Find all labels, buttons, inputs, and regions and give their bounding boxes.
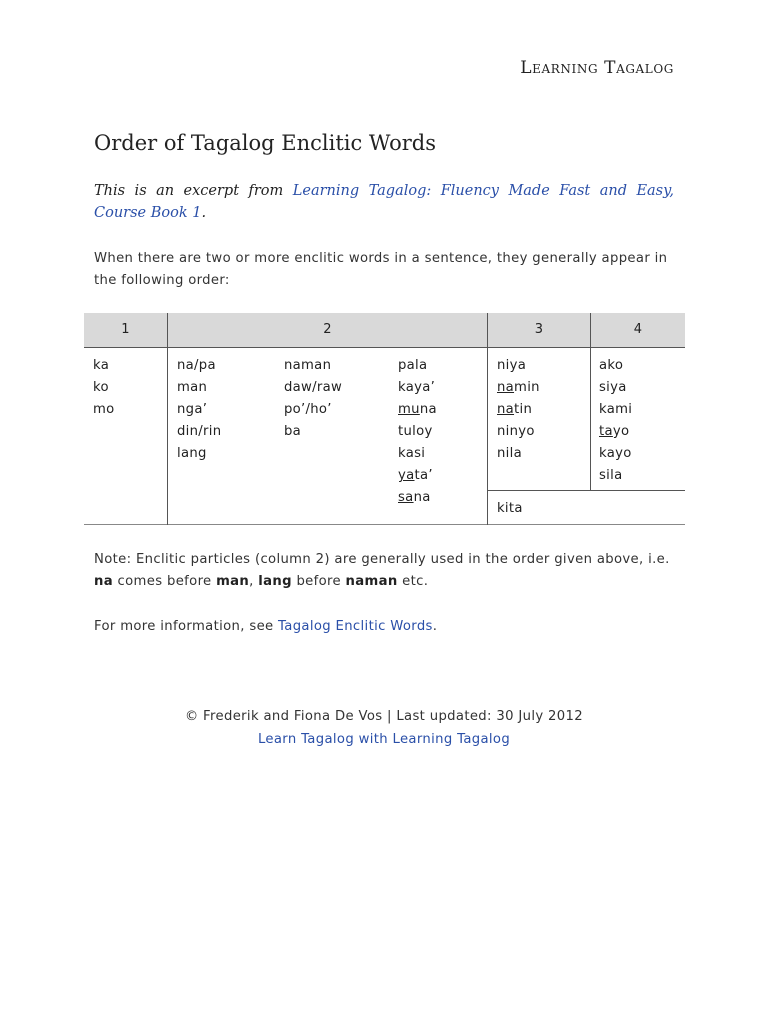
- note-term: naman: [345, 574, 398, 589]
- header-divider: [84, 347, 685, 348]
- list-item: na/pa: [177, 358, 216, 373]
- list-item: tuloy: [398, 424, 433, 439]
- header-col-4: 4: [633, 322, 643, 337]
- note-text: ,: [249, 574, 259, 589]
- column-3-list: [497, 355, 540, 465]
- list-item: tayo: [599, 424, 630, 439]
- list-item: namin: [497, 380, 540, 395]
- list-item: nila: [497, 446, 522, 461]
- more-info-text: For more information, see: [94, 619, 279, 634]
- list-item: kaya’: [398, 380, 436, 395]
- list-item: ako: [599, 358, 624, 373]
- merged-cell-divider: [488, 490, 685, 491]
- list-item: man: [177, 380, 208, 395]
- course-book-link[interactable]: Learning Tagalog: Fluency Made Fast and Easy, Course Book 1: [94, 183, 674, 221]
- column-2c-list: [398, 355, 437, 509]
- note-term: man: [216, 574, 250, 589]
- table-header-row: [84, 313, 685, 347]
- excerpt-note: [94, 180, 674, 224]
- list-item: kami: [599, 402, 633, 417]
- list-item: ba: [284, 424, 302, 439]
- excerpt-end: .: [201, 205, 207, 221]
- col-divider-1: [167, 313, 168, 525]
- more-info-paragraph: [94, 616, 684, 638]
- list-item: yata’: [398, 468, 433, 483]
- column-4-list: [599, 355, 632, 487]
- footer-link[interactable]: Learn Tagalog with Learning Tagalog: [257, 732, 511, 747]
- list-item: natin: [497, 402, 533, 417]
- list-item: ninyo: [497, 424, 535, 439]
- footer: [0, 705, 768, 751]
- stressed-syllable: ya: [398, 468, 415, 483]
- header-col-2: 2: [323, 322, 332, 337]
- table-bottom-border: [84, 524, 685, 525]
- copyright-line: © Frederik and Fiona De Vos | Last updated: 30 July 2012: [184, 709, 584, 724]
- col-divider-2: [487, 313, 488, 525]
- list-item: mo: [93, 402, 115, 417]
- stressed-syllable: na: [497, 380, 515, 395]
- col-divider-3: [590, 313, 591, 491]
- list-item: niya: [497, 358, 527, 373]
- list-item: kayo: [599, 446, 632, 461]
- note-text: before: [291, 574, 346, 589]
- list-item: siya: [599, 380, 627, 395]
- header-col-3: 3: [534, 322, 544, 337]
- note-term: na: [94, 574, 113, 589]
- list-item: kasi: [398, 446, 426, 461]
- enclitic-words-link[interactable]: Tagalog Enclitic Words: [278, 619, 433, 634]
- list-item: din/rin: [177, 424, 222, 439]
- running-header: Learning Tagalog: [520, 58, 674, 78]
- list-item: muna: [398, 402, 437, 417]
- list-item: po’/ho’: [284, 402, 332, 417]
- note-paragraph: [94, 549, 684, 593]
- note-text: comes before: [113, 574, 217, 589]
- note-text: Note: Enclitic particles (column 2) are generally used in the order given above, i.e.: [94, 552, 670, 567]
- stressed-syllable: ta: [599, 424, 613, 439]
- excerpt-lead: This is an excerpt from: [94, 183, 293, 199]
- list-item: ko: [93, 380, 109, 395]
- stressed-syllable: sa: [398, 490, 414, 505]
- header-col-1: 1: [121, 322, 130, 337]
- list-item: nga’: [177, 402, 208, 417]
- list-item: ka: [93, 358, 110, 373]
- list-item: sana: [398, 490, 431, 505]
- column-2a-list: [177, 355, 221, 465]
- note-text: etc.: [397, 574, 429, 589]
- column-1-list: [93, 355, 115, 421]
- list-item: sila: [599, 468, 623, 483]
- list-item: pala: [398, 358, 428, 373]
- column-2b-list: [284, 355, 342, 443]
- stressed-syllable: mu: [398, 402, 420, 417]
- note-term: lang: [258, 574, 292, 589]
- more-info-end: .: [432, 619, 438, 634]
- intro-paragraph: When there are two or more enclitic words in a sentence, they generally appear in the following order:: [94, 251, 668, 288]
- list-item: daw/raw: [284, 380, 343, 395]
- stressed-syllable: na: [497, 402, 515, 417]
- list-item: lang: [177, 446, 207, 461]
- list-item: naman: [284, 358, 332, 373]
- enclitic-order-table: [84, 313, 685, 525]
- merged-cell-kita: kita: [497, 501, 523, 516]
- page-title: Order of Tagalog Enclitic Words: [94, 131, 436, 155]
